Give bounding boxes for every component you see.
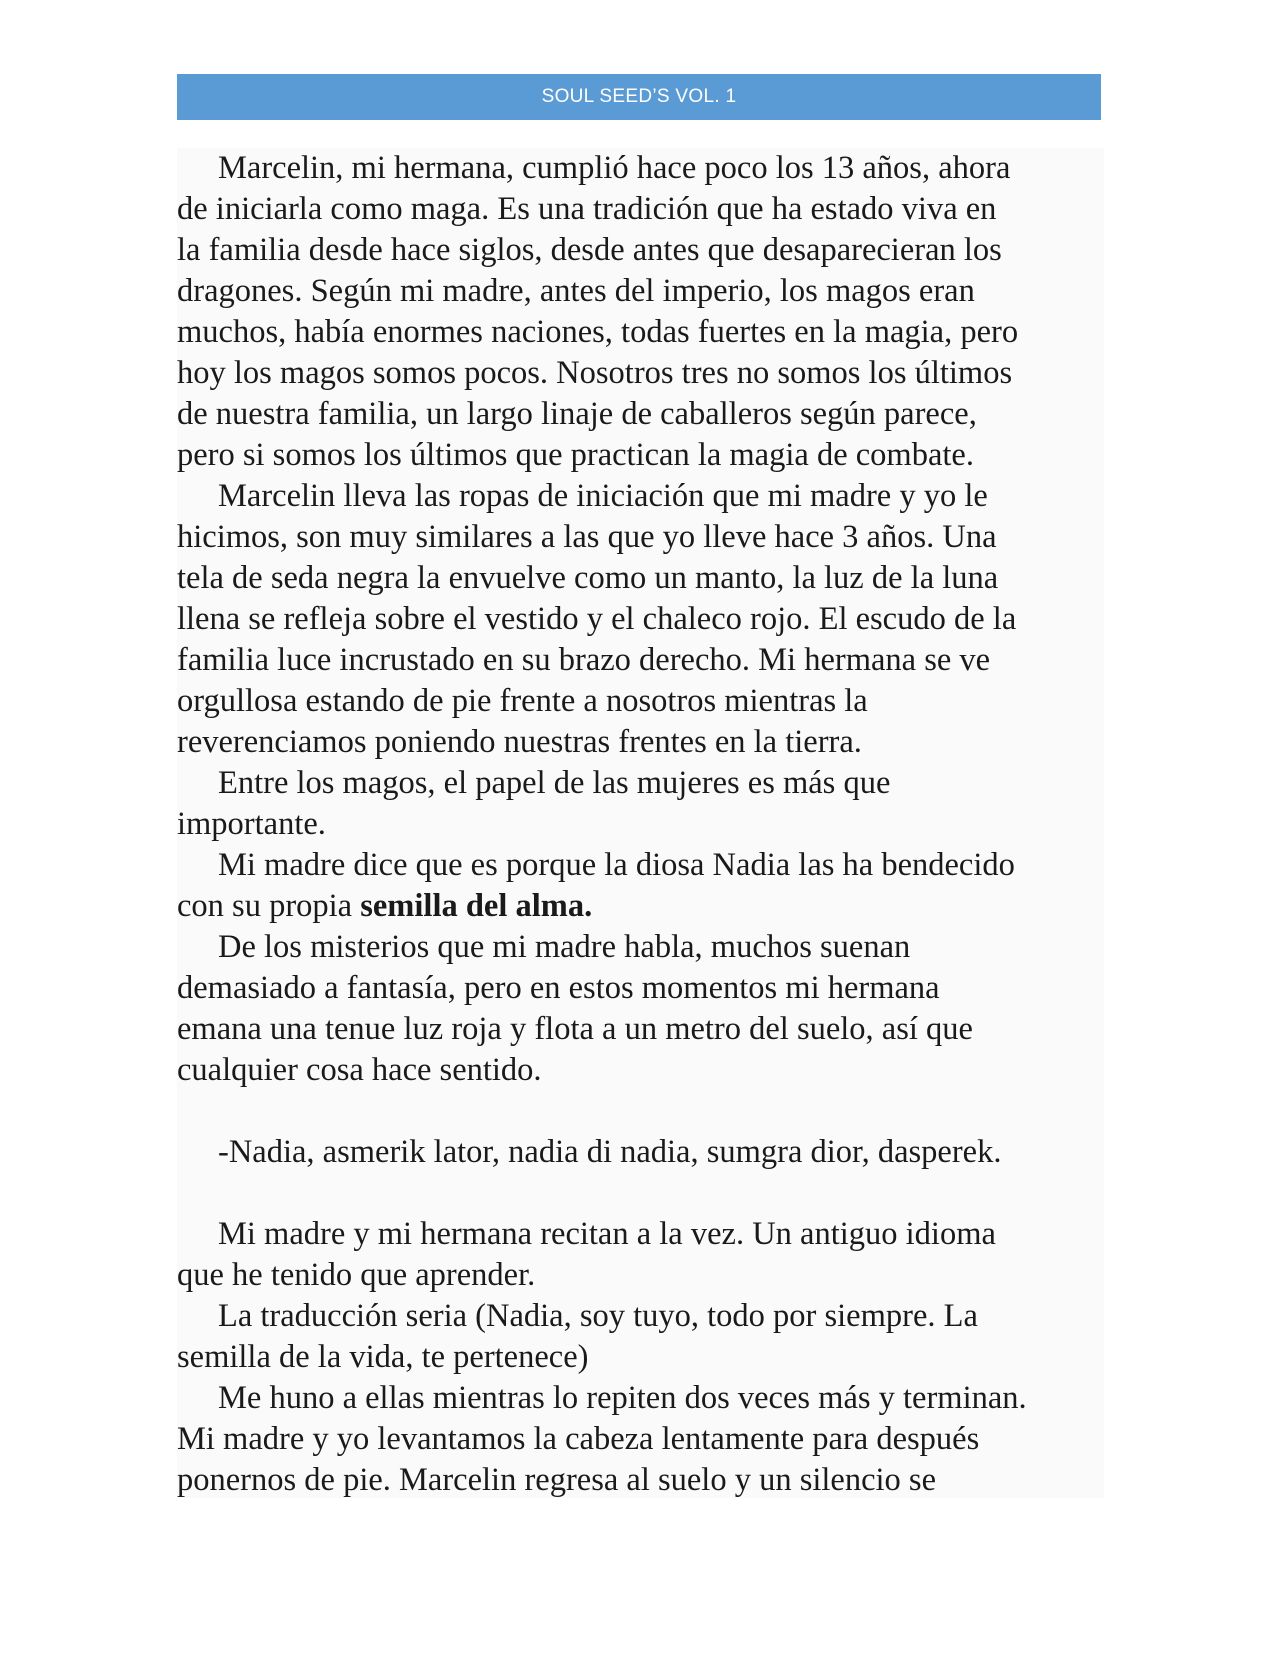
blank-line xyxy=(177,1091,1104,1132)
text-line: ponernos de pie. Marcelin regresa al suelo y un silencio se xyxy=(177,1462,936,1498)
text-line: Mi madre y yo levantamos la cabeza lentamente para después xyxy=(177,1421,980,1457)
text-line: De los misterios que mi madre habla, muchos suenan xyxy=(218,929,911,965)
text-line: pero si somos los últimos que practican la magia de combate. xyxy=(177,437,974,473)
blank-line xyxy=(177,1173,1104,1214)
text-line: Mi madre y mi hermana recitan a la vez. Un antiguo idioma xyxy=(218,1216,996,1252)
text-line: Mi madre dice que es porque la diosa Nadia las ha bendecido xyxy=(218,847,1015,883)
running-header xyxy=(177,74,1101,120)
text-line: emana una tenue luz roja y flota a un metro del suelo, así que xyxy=(177,1011,973,1047)
text-line xyxy=(177,886,1104,927)
chant-line: -Nadia, asmerik lator, nadia di nadia, sumgra dior, dasperek. xyxy=(218,1134,1002,1170)
text-line: orgullosa estando de pie frente a nosotros mientras la xyxy=(177,683,868,719)
text-line: hicimos, son muy similares a las que yo lleve hace 3 años. Una xyxy=(177,519,997,555)
text-line: de iniciarla como maga. Es una tradición que ha estado viva en xyxy=(177,191,997,227)
text-line: Me huno a ellas mientras lo repiten dos veces más y terminan. xyxy=(218,1380,1027,1416)
body-text xyxy=(177,148,1104,1498)
text-line: Marcelin lleva las ropas de iniciación que mi madre y yo le xyxy=(218,478,988,514)
text-line: reverenciamos poniendo nuestras frentes en la tierra. xyxy=(177,724,862,760)
bold-phrase: semilla del alma. xyxy=(360,888,593,924)
text-line: Marcelin, mi hermana, cumplió hace poco los 13 años, ahora xyxy=(218,150,1011,186)
text-line: muchos, había enormes naciones, todas fuertes en la magia, pero xyxy=(177,314,1019,350)
text-line: La traducción seria (Nadia, soy tuyo, todo por siempre. La xyxy=(218,1298,978,1334)
text-line: de nuestra familia, un largo linaje de caballeros según parece, xyxy=(177,396,977,432)
text-line: tela de seda negra la envuelve como un manto, la luz de la luna xyxy=(177,560,999,596)
text-fragment: con su propia xyxy=(177,888,361,924)
text-line: importante. xyxy=(177,806,326,842)
text-line: familia luce incrustado en su brazo derecho. Mi hermana se ve xyxy=(177,642,991,678)
text-line: la familia desde hace siglos, desde antes que desaparecieran los xyxy=(177,232,1002,268)
text-line: Entre los magos, el papel de las mujeres es más que xyxy=(218,765,891,801)
text-line: semilla de la vida, te pertenece) xyxy=(177,1339,589,1375)
text-line: demasiado a fantasía, pero en estos momentos mi hermana xyxy=(177,970,940,1006)
header-title: SOUL SEED’S VOL. 1 xyxy=(541,86,737,107)
text-line: dragones. Según mi madre, antes del imperio, los magos eran xyxy=(177,273,975,309)
text-line: hoy los magos somos pocos. Nosotros tres no somos los últimos xyxy=(177,355,1013,391)
text-line: cualquier cosa hace sentido. xyxy=(177,1052,542,1088)
text-line: llena se refleja sobre el vestido y el chaleco rojo. El escudo de la xyxy=(177,601,1017,637)
text-line: que he tenido que aprender. xyxy=(177,1257,536,1293)
